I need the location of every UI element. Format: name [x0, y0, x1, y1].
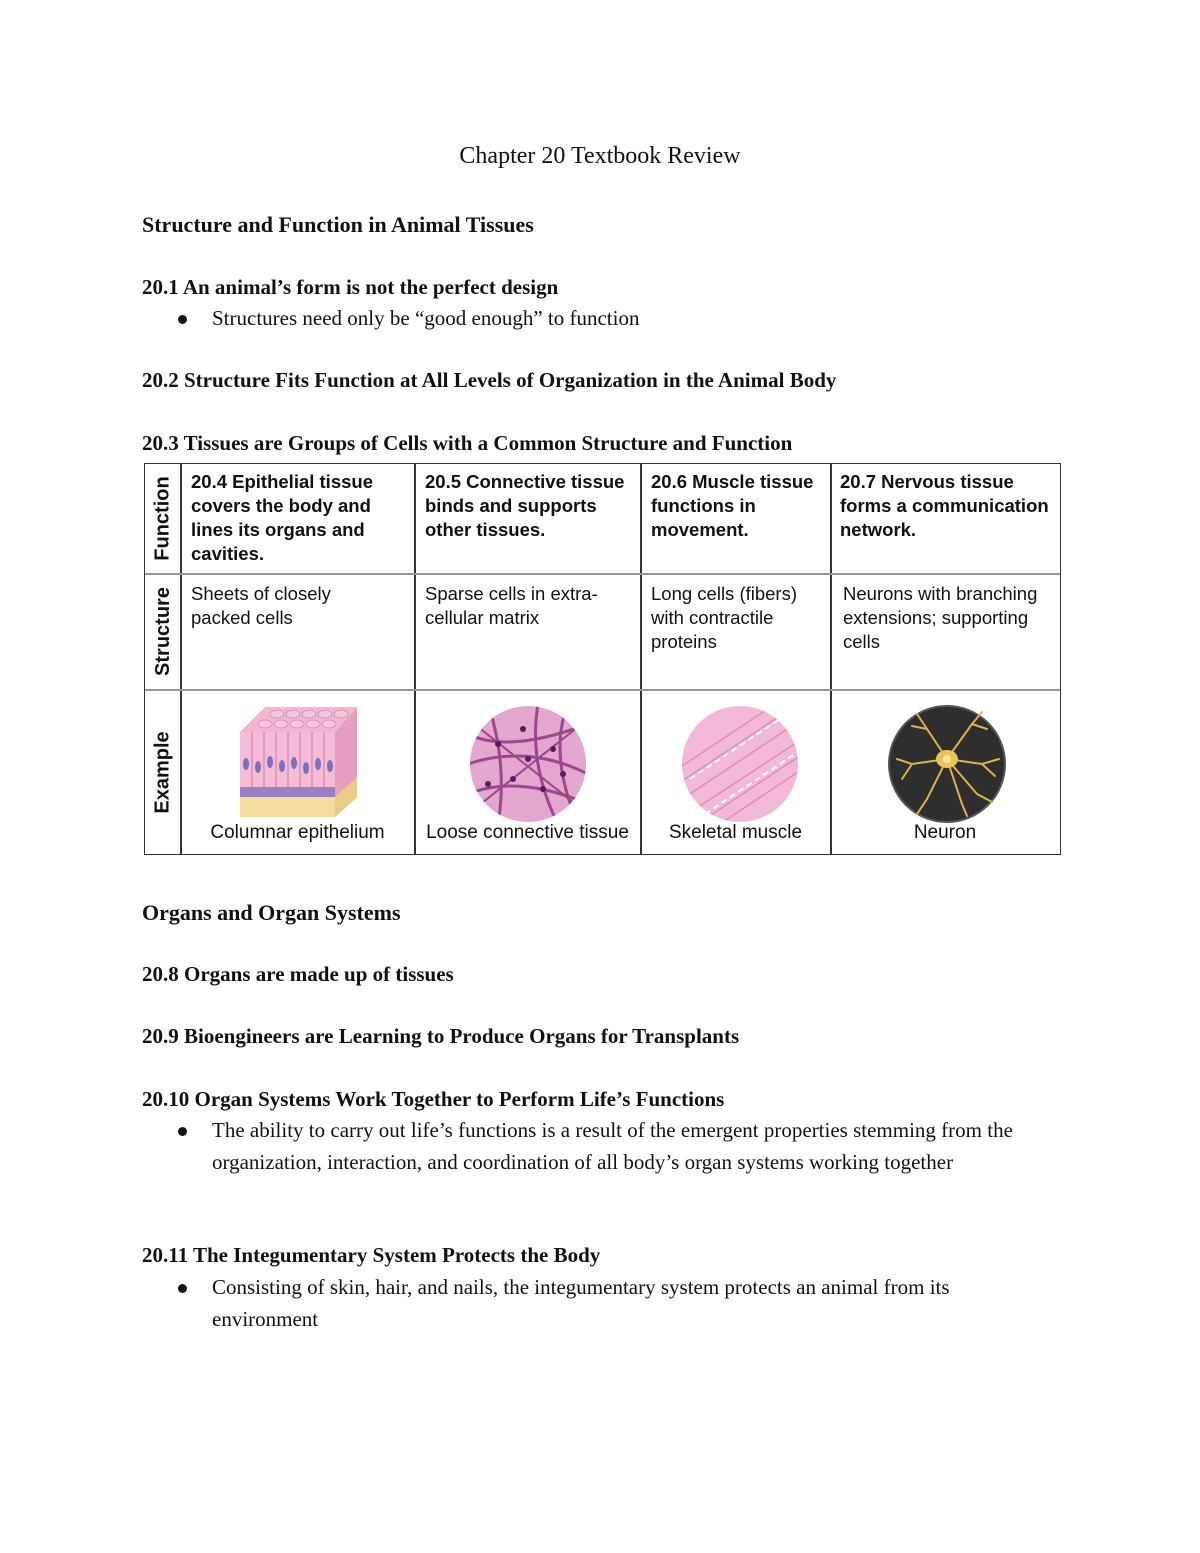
- section-heading-organs: Organs and Organ Systems: [142, 900, 401, 925]
- bullet-text: The ability to carry out life’s functions is a result of the emergent properties stemming from the organization, interaction, and coordination of all body’s organ systems working together: [212, 1118, 1013, 1174]
- row-label-example: Example: [151, 730, 174, 814]
- function-epithelial: 20.4 Epithelial tissue covers the body and lines its organs and cavities.: [191, 471, 373, 564]
- neuron-illustration: [887, 704, 1007, 824]
- caption-skeletal-muscle: Skeletal muscle: [668, 822, 803, 843]
- bullet-20-10: [178, 1114, 1058, 1178]
- caption-loose-connective: Loose connective tissue: [426, 822, 629, 843]
- columnar-epithelium-illustration: [235, 702, 365, 820]
- structure-connective: Sparse cells in extra-cellular matrix: [425, 583, 598, 628]
- page-title: Chapter 20 Textbook Review: [459, 143, 741, 169]
- bullet-dot-icon: [178, 315, 187, 324]
- bullet-text: Consisting of skin, hair, and nails, the integumentary system protects an animal from its environment: [212, 1275, 950, 1331]
- structure-muscle: Long cells (fibers) with contractile proteins: [651, 583, 798, 652]
- caption-neuron: Neuron: [913, 822, 977, 843]
- heading-20-11: 20.11 The Integumentary System Protects the Body: [142, 1243, 601, 1267]
- caption-columnar-epithelium: Columnar epithelium: [210, 822, 385, 843]
- heading-20-2: 20.2 Structure Fits Function at All Levels of Organization in the Animal Body: [142, 368, 837, 392]
- heading-20-10: 20.10 Organ Systems Work Together to Perform Life’s Functions: [142, 1087, 725, 1111]
- structure-epithelial: Sheets of closely packed cells: [191, 583, 331, 628]
- heading-20-3: 20.3 Tissues are Groups of Cells with a Common Structure and Function: [142, 431, 793, 455]
- structure-nervous: Neurons with branching extensions; supporting cells: [843, 583, 1038, 652]
- function-nervous: 20.7 Nervous tissue forms a communication network.: [840, 471, 1049, 540]
- row-label-structure: Structure: [151, 587, 174, 676]
- loose-connective-tissue-illustration: [468, 704, 588, 824]
- function-connective: 20.5 Connective tissue binds and supports other tissues.: [425, 471, 625, 540]
- section-heading-tissues: Structure and Function in Animal Tissues: [142, 212, 534, 237]
- bullet-dot-icon: [178, 1284, 187, 1293]
- tissue-figure-table: [144, 463, 1061, 855]
- function-muscle: 20.6 Muscle tissue functions in movement.: [651, 471, 814, 540]
- row-label-function: Function: [151, 476, 174, 561]
- heading-20-1: 20.1 An animal’s form is not the perfect design: [142, 275, 559, 299]
- bullet-20-11: [178, 1271, 1058, 1335]
- heading-20-9: 20.9 Bioengineers are Learning to Produce Organs for Transplants: [142, 1024, 740, 1048]
- bullet-20-1: [178, 302, 1058, 334]
- heading-20-8: 20.8 Organs are made up of tissues: [142, 962, 454, 986]
- skeletal-muscle-illustration: [680, 704, 800, 824]
- bullet-dot-icon: [178, 1127, 187, 1136]
- bullet-text: Structures need only be “good enough” to function: [212, 306, 640, 330]
